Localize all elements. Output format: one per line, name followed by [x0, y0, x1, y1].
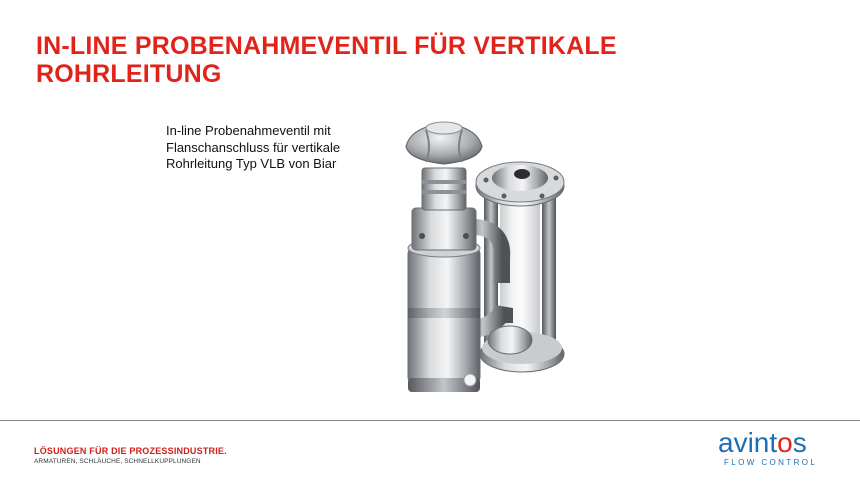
- caption-line-1: In-line Probenahmeventil mit: [166, 123, 331, 138]
- caption-line-2: Flanschanschluss für vertikale: [166, 139, 341, 155]
- logo-word-o: o: [777, 427, 793, 458]
- sampling-valve-image: [392, 108, 592, 408]
- logo-word-part-1: avint: [718, 427, 778, 458]
- product-caption: [166, 123, 366, 173]
- caption-line-3: Rohrleitung Typ VLB von Biar: [166, 156, 337, 171]
- slide-title: [36, 32, 756, 88]
- slide-title-line-2: ROHRLEITUNG: [36, 60, 222, 88]
- logo-word-part-2: s: [792, 427, 807, 458]
- footer-subtitle: ARMATUREN, SCHLÄUCHE, SCHNELLKUPPLUNGEN: [34, 458, 201, 465]
- avintos-logo: [718, 428, 828, 474]
- footer-divider: [0, 420, 860, 421]
- slide-title-line-1: IN-LINE PROBENAHMEVENTIL FÜR VERTIKALE: [36, 32, 617, 60]
- logo-wordmark: [718, 428, 807, 458]
- logo-tagline: FLOW CONTROL: [724, 458, 818, 467]
- footer-title: LÖSUNGEN FÜR DIE PROZESSINDUSTRIE.: [34, 446, 227, 456]
